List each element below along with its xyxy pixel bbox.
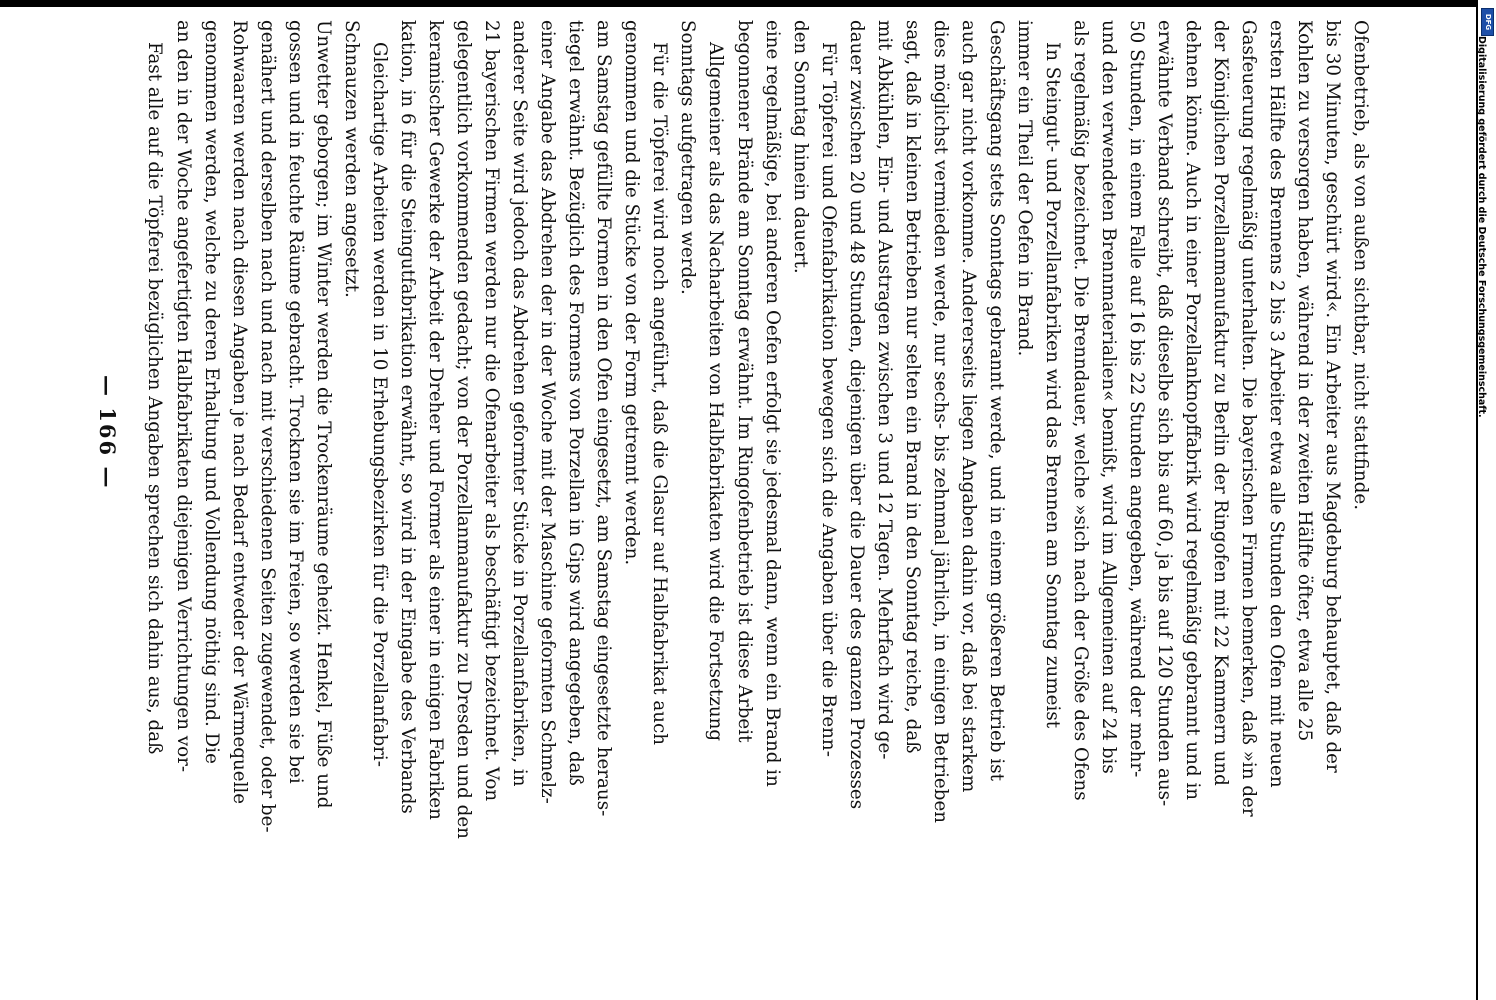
text-line: immer ein Theil der Oefen in Brand. (1014, 20, 1035, 357)
text-line: eine regelmäßige, bei anderen Oefen erfolgt sie jedesmal dann, wenn ein Brand in (762, 20, 783, 787)
text-line: mit Abkühlen, Ein- und Austragen zwischen 3 und 12 Tagen. Mehrfach wird ge- (874, 20, 895, 760)
text-line: Geschäftsgang stets Sonntags gebrannt werde, und in einem größeren Betrieb ist (986, 20, 1007, 781)
text-line: Sonntags aufgetragen werde. (677, 20, 698, 295)
text-line: dies möglichst vermieden werde, nur sechs- bis zehnmal jährlich, in einigen Betrieben (930, 20, 951, 824)
text-line: Unwetter geborgen; im Winter werden die Trockenräume geheizt. Henkel, Füße und (313, 20, 334, 809)
text-line: Ofenbetrieb, als von außen sichtbar, nicht stattfinde. (1350, 20, 1371, 511)
text-line: gelegentlich vorkommenden gedacht; von der Porzellanmanufaktur zu Dresden und den (453, 20, 474, 839)
text-line: auch gar nicht vorkomme. Andererseits liegen Angaben dahin vor, daß bei starkem (958, 20, 979, 793)
text-line: den Sonntag hinein dauert. (790, 20, 811, 274)
rotated-book-page (48, 20, 1371, 839)
text-line: einer Angabe das Abdrehen der in der Woche mit der Maschine geformten Schmelz- (537, 20, 558, 804)
text-line: Rohwaaren werden nach diesen Angaben je nach Bedarf entweder der Wärmequelle (229, 20, 250, 805)
text-line: Für Töpferei und Ofenfabrikation bewegen sich die Angaben über die Brenn- (818, 42, 839, 757)
page-number: — 166 — (95, 375, 120, 490)
text-line: bis 30 Minuten, geschürt wird«. Ein Arbeiter aus Magdeburg behauptet, daß der (1322, 20, 1343, 773)
text-line: gossen und in feuchte Räume gebracht. Trocknen sie im Freien, so werden sie bei (285, 20, 306, 784)
text-line: der Königlichen Porzellanmanufaktur zu Berlin der Ringofen mit 22 Kammern und (1210, 20, 1231, 786)
text-line: Allgemeiner als das Nacharbeiten von Halbfabrikaten wird die Fortsetzung (705, 42, 726, 742)
text-line: Für die Töpferei wird noch angeführt, daß die Glasur auf Halbfabrikat auch (649, 42, 670, 746)
text-line: begonnener Brände am Sonntag erwähnt. Im Ringofenbetrieb ist diese Arbeit (734, 20, 755, 743)
text-line: keramischer Gewerke der Arbeit der Dreher und Former als einer in einigen Fabriken (425, 20, 446, 820)
text-line: dauer zwischen 20 und 48 Stunden, diejenigen über die Dauer des ganzen Prozesses (846, 20, 867, 810)
text-line: genommen werden, welche zu deren Erhaltung und Vollendung nöthig sind. Die (201, 20, 222, 764)
text-line: Fast alle auf die Töpferei bezüglichen Angaben sprechen sich dahin aus, daß (144, 42, 165, 755)
text-line: erwähnte Verband schreibt, daß dieselbe sich bis auf 60, ja bis auf 120 Stunden aus- (1154, 20, 1175, 807)
text-line: Gleichartige Arbeiten werden in 10 Erhebungsbezirken für die Porzellanfabri- (369, 42, 390, 767)
dfg-logo-text: DFG (1483, 13, 1492, 31)
text-line: genommen und die Stücke von der Form getrennt werden. (621, 20, 642, 566)
text-line: Schnauzen werden angesetzt. (341, 20, 362, 298)
text-line: Kohlen zu versorgen haben, während in der zweiten Hälfte öfter, etwa alle 25 (1294, 20, 1315, 742)
text-line: Gasfeuerung regelmäßig unterhalten. Die bayerischen Firmen bemerken, daß »in der (1238, 20, 1259, 817)
text-line: dehnen könne. Auch in einer Porzellanknopffabrik wird regelmäßig gebrannt und in (1182, 20, 1203, 801)
text-line: und den verwendeten Brennmaterialien« bemißt, wird im Allgemeinen auf 24 bis (1098, 20, 1119, 774)
top-black-rule (0, 0, 1476, 7)
text-line: sagt, daß in kleinen Betrieben nur selten ein Brand in den Sonntag reiche, daß (902, 20, 923, 754)
text-line: 21 bayerischen Firmen werden nur die Ofenarbeiter als beschäftigt bezeichnet. Von (481, 20, 502, 802)
dfg-logo (1481, 8, 1494, 36)
text-line: 50 Stunden, in einem Falle auf 16 bis 22 Stunden angegeben, während der mehr- (1126, 20, 1147, 778)
text-line: anderer Seite wird jedoch das Abdrehen geformter Stücke in Porzellanfabriken, in (509, 20, 530, 787)
text-line: kation, in 6 für die Steingutfabrikation erwähnt, so wird in der Eingabe des Verbands (397, 20, 418, 814)
text-line: genähert und derselben nach und nach mit verschiedenen Seiten zugewendet, oder be- (257, 20, 278, 833)
text-line: als regelmäßig bezeichnet. Die Brenndauer, welche »sich nach der Größe des Ofens (1070, 20, 1091, 801)
digitization-credit: Digitalisierung gefördert durch die Deutsche Forschungsgemeinschaft. (1476, 36, 1487, 418)
text-line: tiegel erwähnt. Bezüglich des Formens von Porzellan in Gips wird angegeben, daß (565, 20, 586, 786)
text-line: ersten Hälfte des Brennens 2 bis 3 Arbeiter etwa alle Stunden den Ofen mit neuen (1266, 20, 1287, 788)
text-line: an den in der Woche angefertigten Halbfabrikaten diejenigen Verrichtungen vor- (173, 20, 194, 773)
text-line: am Samstag gefüllte Formen in den Ofen eingesetzt, am Samstag eingesetzte heraus- (593, 20, 614, 817)
text-line: In Steingut- und Porzellanfabriken wird das Brennen am Sonntag zumeist (1042, 42, 1063, 729)
